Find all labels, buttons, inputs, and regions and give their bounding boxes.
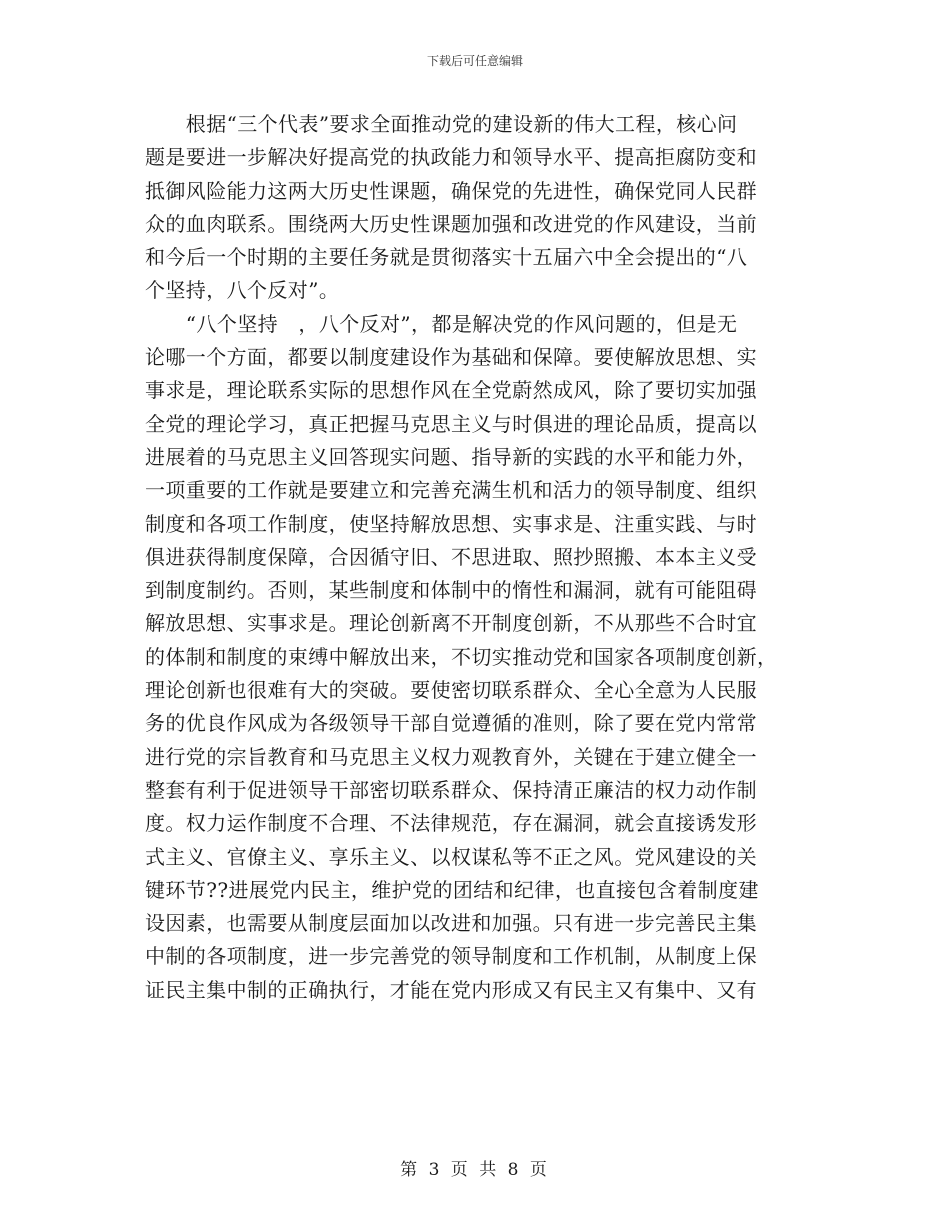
text-line: 根据“三个代表”要求全面推动党的建设新的伟大工程，核心问 (145, 112, 738, 136)
text-line: 的体制和制度的束缚中解放出来，不切实推动党和国家各项制度创新， (145, 644, 778, 669)
text-line: 进展着的马克思主义回答现实问题、指导新的实践的水平和能力外， (145, 444, 757, 469)
page-footer: 第 3 页 共 8 页 (400, 1160, 550, 1180)
text-line: 进行党的宗旨教育和马克思主义权力观教育外，关键在于建立健全一 (145, 744, 757, 769)
text-line: 理论创新也很难有大的突破。要使密切联系群众、全心全意为人民服 (145, 678, 757, 703)
text-line: 设因素，也需要从制度层面加以改进和加强。只有进一步完善民主集 (145, 911, 757, 936)
text-line: 一项重要的工作就是要建立和完善充满生机和活力的领导制度、组织 (145, 478, 757, 503)
text-line: “八个坚持 ，八个反对”，都是解决党的作风问题的，但是无 (145, 311, 738, 336)
text-line: 和今后一个时期的主要任务就是贯彻落实十五届六中全会提出的“八 (145, 245, 748, 270)
text-line: 解放思想、实事求是。理论创新离不开制度创新，不从那些不合时宜 (145, 611, 757, 636)
text-line: 整套有利于促进领导干部密切联系群众、保持清正廉洁的权力动作制 (145, 777, 757, 802)
text-line: 俱进获得制度保障，合因循守旧、不思进取、照抄照搬、本本主义受 (145, 544, 757, 569)
text-line: 题是要进一步解决好提高党的执政能力和领导水平、提高拒腐防变和 (145, 145, 757, 170)
text-line: 务的优良作风成为各级领导干部自觉遵循的准则，除了要在党内常常 (145, 711, 757, 736)
text-line: 式主义、官僚主义、享乐主义、以权谋私等不正之风。党风建设的关 (145, 844, 757, 869)
document-body (145, 108, 807, 1007)
text-line: 制度和各项工作制度，使坚持解放思想、实事求是、注重实践、与时 (145, 511, 757, 536)
text-line: 事求是，理论联系实际的思想作风在全党蔚然成风，除了要切实加强 (145, 378, 757, 403)
text-line: 键环节??进展党内民主，维护党的团结和纪律，也直接包含着制度建 (145, 877, 759, 902)
text-line: 抵御风险能力这两大历史性课题，确保党的先进性，确保党同人民群 (145, 178, 757, 203)
text-line: 众的血肉联系。围绕两大历史性课题加强和改进党的作风建设，当前 (145, 211, 757, 236)
text-line: 到制度制约。否则，某些制度和体制中的惰性和漏洞，就有可能阻碍 (145, 578, 757, 603)
page-header: 下载后可任意编辑 (426, 54, 523, 68)
text-line: 中制的各项制度，进一步完善党的领导制度和工作机制，从制度上保 (145, 944, 757, 969)
text-line: 度。权力运作制度不合理、不法律规范，存在漏洞，就会直接诱发形 (145, 811, 757, 836)
text-line: 论哪一个方面，都要以制度建设作为基础和保障。要使解放思想、实 (145, 345, 757, 370)
text-line: 证民主集中制的正确执行，才能在党内形成又有民主又有集中、又有 (145, 977, 757, 1002)
text-line: 个坚持，八个反对”。 (145, 278, 340, 303)
text-line: 全党的理论学习，真正把握马克思主义与时俱进的理论品质，提高以 (145, 411, 757, 436)
